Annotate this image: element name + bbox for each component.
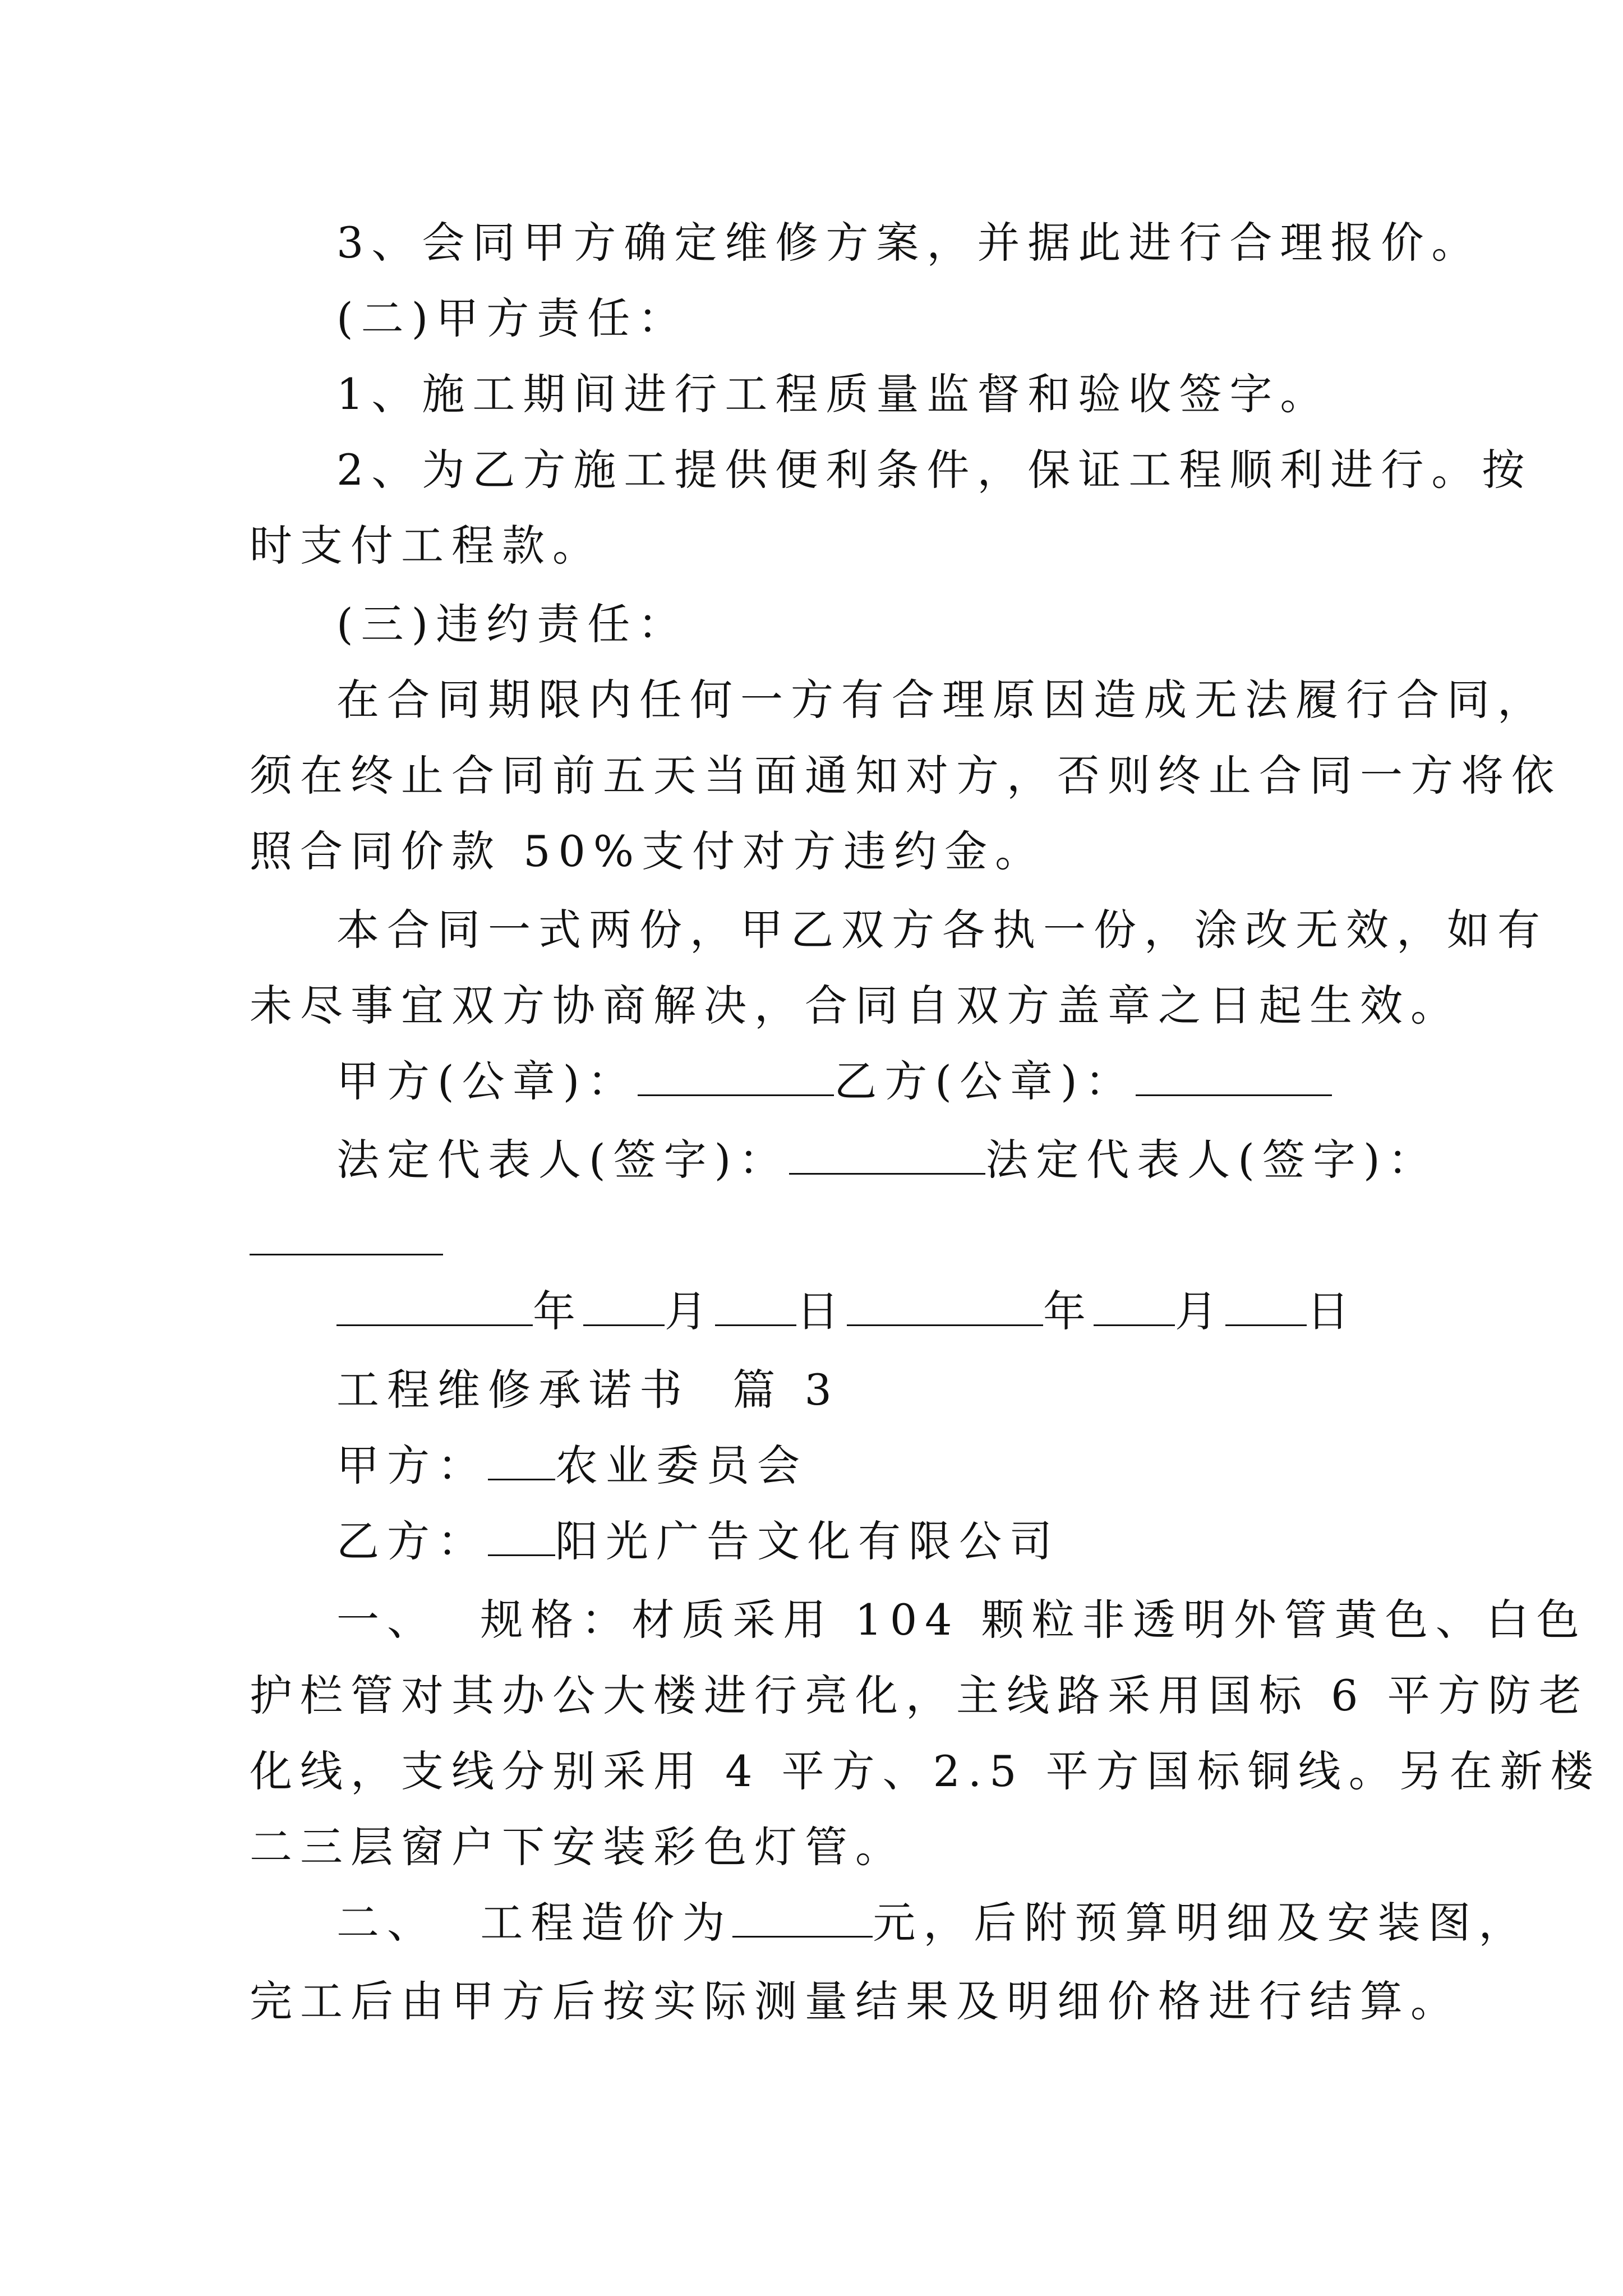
year-label: 年: [533, 1286, 583, 1336]
seal-line: [336, 1056, 1332, 1106]
section-heading: (三)违约责任：: [336, 599, 689, 649]
party-a-blank: [488, 1445, 555, 1480]
paragraph-line: 3、会同甲方确定维修方案，并据此进行合理报价。: [336, 218, 1482, 268]
party-b-seal-blank: [1136, 1061, 1332, 1096]
paragraph-line: 完工后由甲方后按实际测量结果及明细价格进行结算。: [250, 1976, 1461, 2026]
month-label: 月: [1175, 1286, 1225, 1336]
paragraph-line: 化线，支线分别采用 4 平方、2.5 平方国标铜线。另在新楼: [250, 1746, 1601, 1796]
party-a-line: [336, 1441, 808, 1490]
party-b-name: 阳光广告文化有限公司: [555, 1516, 1060, 1566]
party-a-label: 甲方：: [336, 1441, 488, 1490]
day-blank: [715, 1291, 796, 1326]
month-label: 月: [665, 1286, 715, 1336]
representative-line: [336, 1135, 1438, 1185]
cost-label: 二、 工程造价为: [336, 1898, 733, 1948]
party-b-rep-blank: [250, 1254, 443, 1255]
date-line: [336, 1286, 1357, 1336]
party-a-rep-label: 法定代表人(签字)：: [336, 1135, 790, 1185]
cost-suffix: 元，后附预算明细及安装图，: [873, 1898, 1529, 1948]
party-a-name: 农业委员会: [555, 1441, 808, 1490]
party-a-seal-blank: [638, 1061, 834, 1096]
paragraph-line: 在合同期限内任何一方有合理原因造成无法履行合同，: [336, 675, 1548, 725]
year-label: 年: [1043, 1286, 1094, 1336]
paragraph-line: 未尽事宜双方协商解决，合同自双方盖章之日起生效。: [250, 981, 1461, 1030]
paragraph-line: 须在终止合同前五天当面通知对方，否则终止合同一方将依: [250, 751, 1562, 800]
cost-line: [336, 1898, 1529, 1948]
paragraph-line: 2、为乙方施工提供便利条件，保证工程顺利进行。按: [336, 445, 1533, 495]
section-heading: (二)甲方责任：: [336, 293, 689, 343]
party-b-blank: [488, 1521, 555, 1556]
month-blank: [583, 1291, 665, 1326]
paragraph-line: 时支付工程款。: [250, 521, 603, 570]
year-blank: [336, 1291, 533, 1326]
paragraph-line: 二三层窗户下安装彩色灯管。: [250, 1822, 906, 1872]
party-b-rep-label: 法定代表人(签字)：: [985, 1135, 1438, 1185]
year-blank: [847, 1291, 1043, 1326]
paragraph-line: 照合同价款 50%支付对方违约金。: [250, 826, 1046, 876]
party-a-seal-label: 甲方(公章)：: [336, 1056, 638, 1106]
day-label: 日: [796, 1286, 847, 1336]
paragraph-line: 护栏管对其办公大楼进行亮化，主线路采用国标 6 平方防老: [250, 1671, 1589, 1720]
day-label: 日: [1307, 1286, 1357, 1336]
document-title: 工程维修承诺书 篇 3: [336, 1365, 840, 1415]
party-a-rep-blank: [789, 1139, 985, 1175]
day-blank: [1225, 1291, 1307, 1326]
party-b-label: 乙方：: [336, 1516, 488, 1566]
paragraph-line: 本合同一式两份，甲乙双方各执一份，涂改无效，如有: [336, 905, 1548, 955]
cost-blank: [732, 1902, 873, 1938]
paragraph-line: 一、 规格：材质采用 104 颗粒非透明外管黄色、白色: [336, 1595, 1587, 1645]
month-blank: [1094, 1291, 1175, 1326]
party-b-line: [336, 1516, 1060, 1566]
party-b-seal-label: 乙方(公章)：: [834, 1056, 1136, 1106]
paragraph-line: 1、施工期间进行工程质量监督和验收签字。: [336, 369, 1331, 419]
